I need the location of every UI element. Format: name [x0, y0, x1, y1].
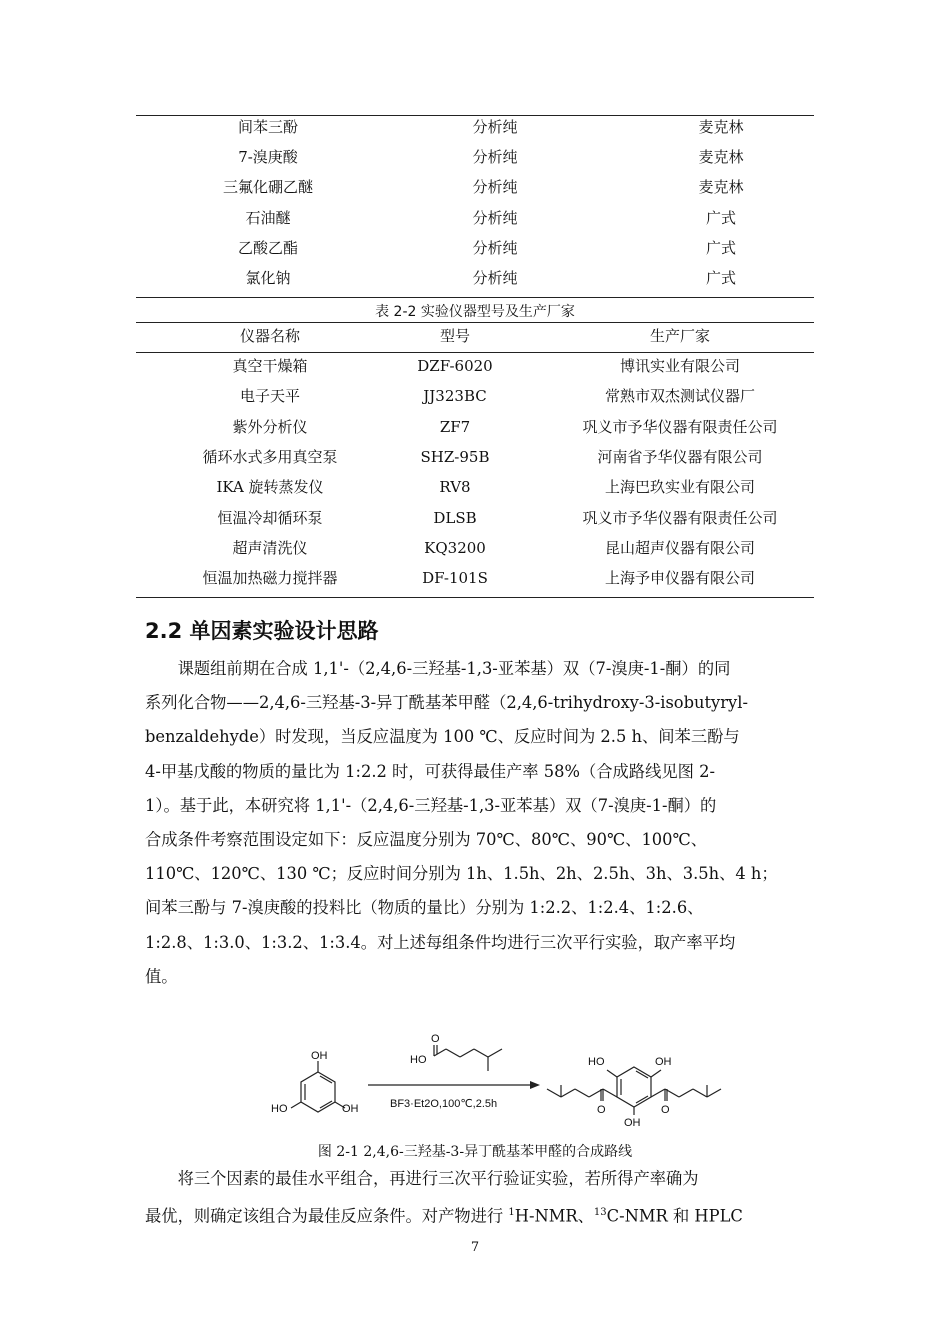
table-cell: DZF-6020 — [417, 357, 493, 375]
section-heading: 2.2 单因素实验设计思路 — [145, 619, 379, 643]
product-ring — [617, 1067, 651, 1107]
table-cell: JJ323BC — [423, 387, 487, 406]
paragraph-line: 1）。基于此，本研究将 1,1'-（2,4,6-三羟基-1,3-亚苯基）双（7-溴庚-1-酮）的 — [145, 795, 717, 815]
table-cell: 昆山超声仪器有限公司 — [604, 538, 756, 557]
table-cell: 河南省予华仪器有限公司 — [597, 447, 763, 466]
atom-label: OH — [655, 1056, 672, 1068]
paragraph-line: 系列化合物——2,4,6-三羟基-3-异丁酰基苯甲醛（2,4,6-trihydroxy-3-isobutyryl- — [145, 693, 748, 713]
instrument-table-bottom-rule — [136, 597, 814, 598]
atom-label: O — [597, 1104, 606, 1116]
table-cell: 恒温加热磁力搅拌器 — [202, 569, 338, 588]
line-text: 最优，则确定该组合为最佳反应条件。对产物进行 — [145, 1206, 509, 1226]
paragraph-line: 110℃、120℃、130 ℃；反应时间分别为 1h、1.5h、2h、2.5h、3h、3.5h、4 h； — [145, 864, 778, 884]
table-cell: 巩义市予华仪器有限责任公司 — [582, 508, 778, 527]
table-cell: 巩义市予华仪器有限责任公司 — [582, 417, 778, 436]
table-cell: 分析纯 — [472, 178, 518, 197]
table-cell: 博讯实业有限公司 — [619, 357, 741, 375]
paragraph-line: 将三个因素的最佳水平组合，再进行三次平行验证实验，若所得产率确为 — [145, 1169, 699, 1188]
paragraph-line: benzaldehyde）时发现，当反应温度为 100 ℃、反应时间为 2.5 h、间苯三酚与 — [145, 727, 740, 747]
table-cell: 广式 — [705, 208, 737, 227]
table-cell: 超声清洗仪 — [232, 538, 308, 557]
instrument-table-top-rule — [136, 322, 814, 323]
table-header-cell: 仪器名称 — [239, 327, 301, 345]
table-cell: 间苯三酚 — [237, 118, 299, 136]
table-cell: 真空干燥箱 — [232, 357, 308, 375]
table-cell: 麦克林 — [698, 178, 744, 197]
body-paragraph — [145, 652, 807, 994]
table-cell: 常熟市双杰测试仪器厂 — [604, 387, 756, 406]
superscript: 13 — [593, 1207, 607, 1219]
table-cell: 恒温冷却循环泵 — [217, 508, 323, 527]
paragraph-line: 间苯三酚与 7-溴庚酸的投料比（物质的量比）分别为 1:2.2、1:2.4、1:2.6、 — [145, 898, 704, 918]
table-cell: 氯化钠 — [245, 269, 291, 287]
table-header-cell: 生产厂家 — [649, 327, 711, 345]
table-cell: 石油醚 — [245, 208, 291, 227]
table-cell: 广式 — [705, 269, 737, 287]
table-cell: 分析纯 — [472, 238, 518, 257]
paragraph-line: 值。 — [145, 966, 178, 986]
table-cell: 分析纯 — [472, 208, 518, 227]
atom-label: HO — [410, 1054, 427, 1066]
table-cell: 7-溴庚酸 — [238, 148, 298, 167]
synthesis-scheme — [260, 1027, 730, 1127]
table-cell: 分析纯 — [472, 118, 518, 136]
line-text: C-NMR 和 HPLC — [606, 1206, 743, 1226]
table-cell: ZF7 — [439, 417, 471, 436]
atom-label: O — [431, 1033, 440, 1045]
atom-label: OH — [311, 1050, 328, 1062]
reagent-table-bottom-rule — [136, 297, 814, 298]
instrument-table-header-rule — [136, 352, 814, 353]
table-cell: 上海巴玖实业有限公司 — [604, 478, 756, 497]
table-cell: 乙酸乙酯 — [237, 238, 299, 257]
reagent-table-top-rule — [136, 115, 814, 116]
table-cell: 麦克林 — [698, 118, 744, 136]
figure-caption: 图 2-1 2,4,6-三羟基-3-异丁酰基苯甲醛的合成路线 — [317, 1144, 633, 1160]
table-cell: 循环水式多用真空泵 — [202, 447, 338, 466]
phloroglucinol-ring — [301, 1072, 335, 1112]
table-cell: 电子天平 — [239, 387, 301, 406]
paragraph-line: 合成条件考察范围设定如下：反应温度分别为 70℃、80℃、90℃、100℃、 — [145, 829, 708, 849]
table-cell: 麦克林 — [698, 148, 744, 167]
table-caption: 表 2-2 实验仪器型号及生产厂家 — [375, 304, 575, 320]
superscript: 1 — [508, 1207, 515, 1219]
body-paragraph-2 — [145, 1162, 807, 1230]
paragraph-line: 1:2.8、1:3.0、1:3.2、1:3.4。对上述每组条件均进行三次平行实验，取产率平均 — [145, 932, 736, 952]
atom-label: OH — [624, 1117, 641, 1127]
table-cell: 三氟化硼乙醚 — [222, 178, 314, 197]
table-cell: 分析纯 — [472, 148, 518, 167]
table-cell: DLSB — [433, 508, 477, 527]
table-cell: 上海予申仪器有限公司 — [604, 569, 756, 588]
reaction-conditions: BF3·Et2O,100℃,2.5h — [390, 1098, 498, 1110]
atom-label: HO — [588, 1056, 605, 1068]
table-cell: SHZ-95B — [420, 447, 490, 466]
table-cell: DF-101S — [422, 569, 488, 588]
paragraph-line: 课题组前期在合成 1,1'-（2,4,6-三羟基-1,3-亚苯基）双（7-溴庚-1-酮）的同 — [145, 659, 731, 678]
table-cell: 广式 — [705, 238, 737, 257]
atom-label: OH — [342, 1103, 359, 1115]
atom-label: O — [661, 1104, 670, 1116]
table-cell: IKA 旋转蒸发仪 — [216, 478, 324, 497]
table-header-cell: 型号 — [439, 327, 471, 345]
table-cell: RV8 — [439, 478, 471, 497]
atom-label: HO — [271, 1103, 288, 1115]
line-text: H-NMR、 — [514, 1206, 594, 1226]
table-cell: 紫外分析仪 — [232, 417, 308, 436]
paragraph-line — [145, 1196, 807, 1230]
table-cell: KQ3200 — [424, 538, 486, 557]
paragraph-line: 4-甲基戊酸的物质的量比为 1:2.2 时，可获得最佳产率 58%（合成路线见图 2- — [145, 761, 715, 781]
table-cell: 分析纯 — [472, 269, 518, 287]
page-number: 7 — [470, 1240, 480, 1255]
